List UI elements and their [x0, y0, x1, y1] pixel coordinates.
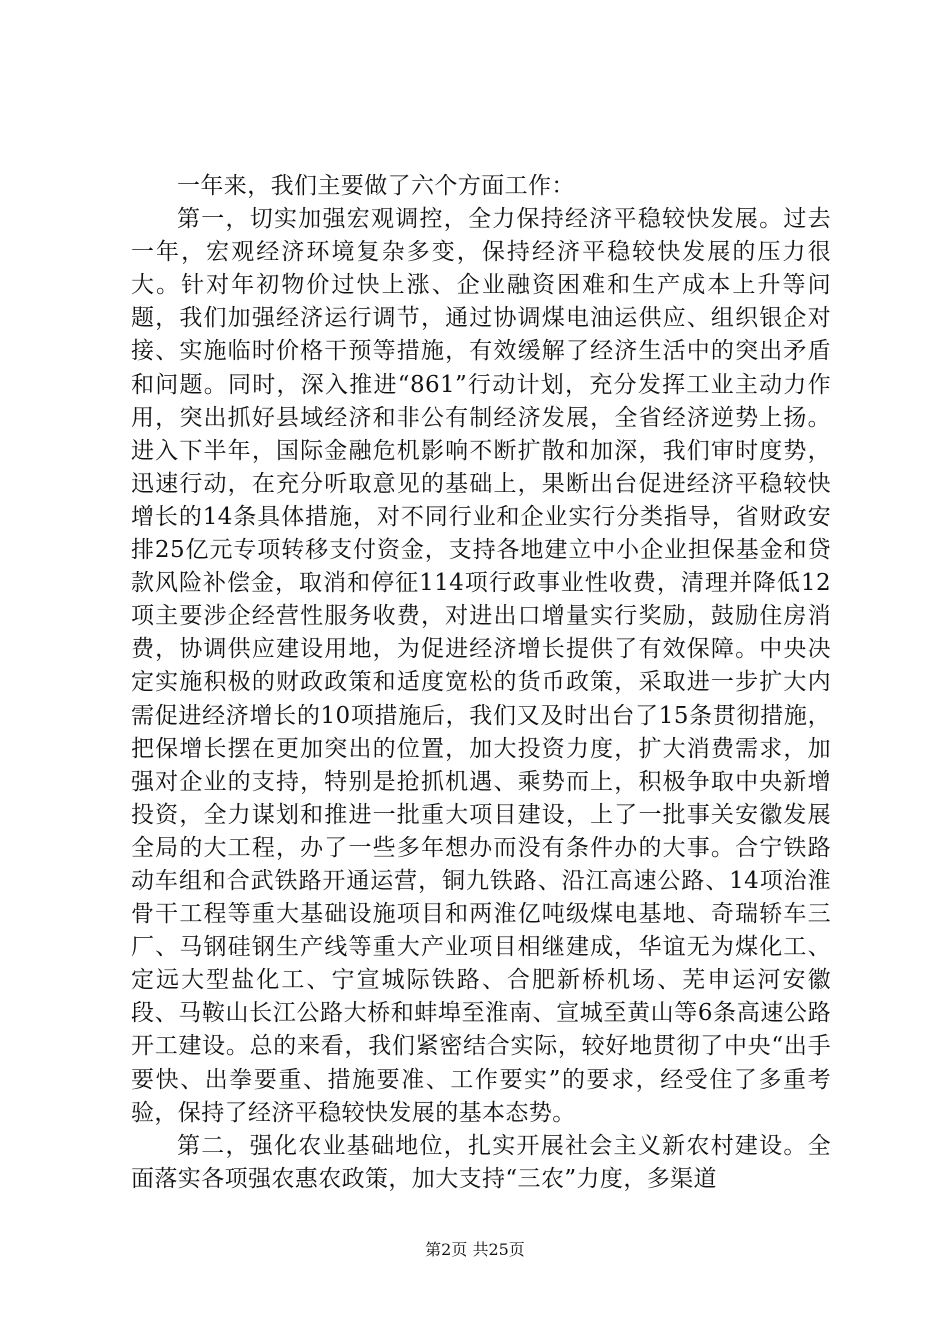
page-footer: 第2页 共25页	[425, 1240, 525, 1259]
paragraph-second: 第二，强化农业基础地位，扎实开展社会主义新农村建设。全面落实各项强农惠农政策，加大支持“三农”力度，多渠道	[131, 1132, 831, 1192]
document-body	[131, 170, 831, 1196]
paragraph-first: 第一，切实加强宏观调控，全力保持经济平稳较快发展。过去一年，宏观经济环境复杂多变，保持经济平稳较快发展的压力很大。针对年初物价过快上涨、企业融资困难和生产成本上升等问题，我们加强经济运行调节，通过协调煤电油运供应、组织银企对接、实施临时价格干预等措施，有效缓解了经济生活中的突出矛盾和问题。同时，深入推进“861”行动计划，充分发挥工业主动力作用，突出抓好县域经济和非公有制经济发展，全省经济逆势上扬。进入下半年，国际金融危机影响不断扩散和加深，我们审时度势，迅速行动，在充分听取意见的基础上，果断出台促进经济平稳较快增长的14条具体措施，对不同行业和企业实行分类指导，省财政安排25亿元专项转移支付资金，支持各地建立中小企业担保基金和贷款风险补偿金，取消和停征114项行政事业性收费，清理并降低12项主要涉企经营性服务收费，对进出口增量实行奖励，鼓励住房消费，协调供应建设用地，为促进经济增长提供了有效保障。中央决定实施积极的财政政策和适度宽松的货币政策，采取进一步扩大内需促进经济增长的10项措施后，我们又及时出台了15条贯彻措施，把保增长摆在更加突出的位置，加大投资力度，扩大消费需求，加强对企业的支持，特别是抢抓机遇、乘势而上，积极争取中央新增投资，全力谋划和推进一批重大项目建设，上了一批事关安徽发展全局的大工程，办了一些多年想办而没有条件办的大事。合宁铁路动车组和合武铁路开通运营，铜九铁路、沿江高速公路、14项治淮骨干工程等重大基础设施项目和两淮亿吨级煤电基地、奇瑞轿车三厂、马钢硅钢生产线等重大产业项目相继建成，华谊无为煤化工、定远大型盐化工、宁宣城际铁路、合肥新桥机场、芜申运河安徽段、马鞍山长江公路大桥和蚌埠至淮南、宣城至黄山等6条高速公路开工建设。总的来看，我们紧密结合实际，较好地贯彻了中央“出手要快、出拳要重、措施要准、工作要实”的要求，经受住了多重考验，保持了经济平稳较快发展的基本态势。	[131, 206, 831, 1126]
paragraph-intro: 一年来，我们主要做了六个方面工作：	[177, 173, 575, 199]
